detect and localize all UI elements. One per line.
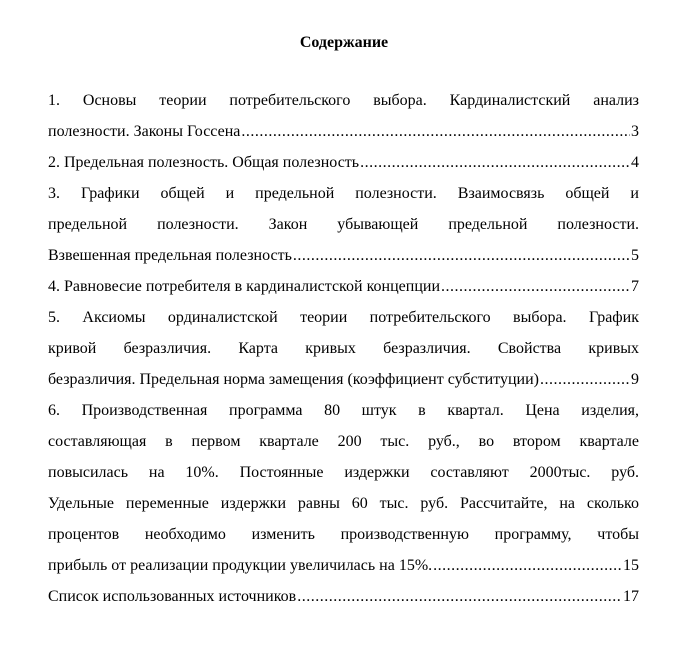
dot-leader xyxy=(441,277,630,297)
toc-entry-5-line-1: 5. Аксиомы ординалистской теории потребительского выбора. График xyxy=(48,309,639,326)
toc-entry-6 xyxy=(48,556,639,576)
toc-entry-6-line-5: процентов необходимо изменить производственную программу, чтобы xyxy=(48,526,639,543)
toc-entry-6-line-3: повысилась на 10%. Постоянные издержки составляют 2000тыс. руб. xyxy=(48,464,639,481)
dot-leader xyxy=(241,122,630,142)
dot-leader xyxy=(297,587,622,607)
toc-entry-6-line-4: Удельные переменные издержки равны 60 тыс. руб. Рассчитайте, на сколько xyxy=(48,495,639,512)
toc-entry-1 xyxy=(48,122,639,142)
toc-entry-1-page: 3 xyxy=(631,123,639,140)
toc-entry-6-page: 15 xyxy=(623,557,639,574)
toc-entry-6-line-2: составляющая в первом квартале 200 тыс. руб., во втором квартале xyxy=(48,433,639,450)
dot-leader xyxy=(540,370,630,390)
toc-entry-3-text: Взвешенная предельная полезность xyxy=(48,247,292,264)
toc-entry-4-page: 7 xyxy=(631,278,639,295)
toc-entry-7-text: Список использованных источников xyxy=(48,588,297,605)
toc-entry-2-page: 4 xyxy=(631,154,639,171)
toc-entry-5-text: безразличия. Предельная норма замещения (коэффициент субституции) xyxy=(48,371,539,388)
toc-entry-1-line-1: 1. Основы теории потребительского выбора. Кардиналистский анализ xyxy=(48,92,639,109)
toc-entry-5-line-2: кривой безразличия. Карта кривых безразличия. Свойства кривых xyxy=(48,340,639,357)
toc-entry-6-line-1: 6. Производственная программа 80 штук в квартал. Цена изделия, xyxy=(48,402,639,419)
toc-entry-1-text: полезности. Законы Госсена xyxy=(48,123,241,140)
dot-leader xyxy=(360,153,630,173)
toc-entry-3-line-2: предельной полезности. Закон убывающей предельной полезности. xyxy=(48,216,639,233)
toc-entry-3-line-1: 3. Графики общей и предельной полезности. Взаимосвязь общей и xyxy=(48,185,639,202)
toc-entry-6-text: прибыль от реализации продукции увеличилась на 15%. xyxy=(48,557,433,574)
toc-entry-7 xyxy=(48,587,639,607)
toc-entry-4 xyxy=(48,277,639,297)
dot-leader xyxy=(293,246,630,266)
toc-entry-3-page: 5 xyxy=(631,247,639,264)
toc-entry-2 xyxy=(48,153,639,173)
toc-entry-5-page: 9 xyxy=(631,371,639,388)
toc-entry-4-text: 4. Равновесие потребителя в кардиналистской концепции xyxy=(48,278,441,295)
document-title: Содержание xyxy=(299,34,389,51)
toc-entry-2-text: 2. Предельная полезность. Общая полезность xyxy=(48,154,360,171)
dot-leader xyxy=(433,556,622,576)
toc-entry-5 xyxy=(48,370,639,390)
toc-entry-7-page: 17 xyxy=(623,588,639,605)
toc-entry-3 xyxy=(48,246,639,266)
